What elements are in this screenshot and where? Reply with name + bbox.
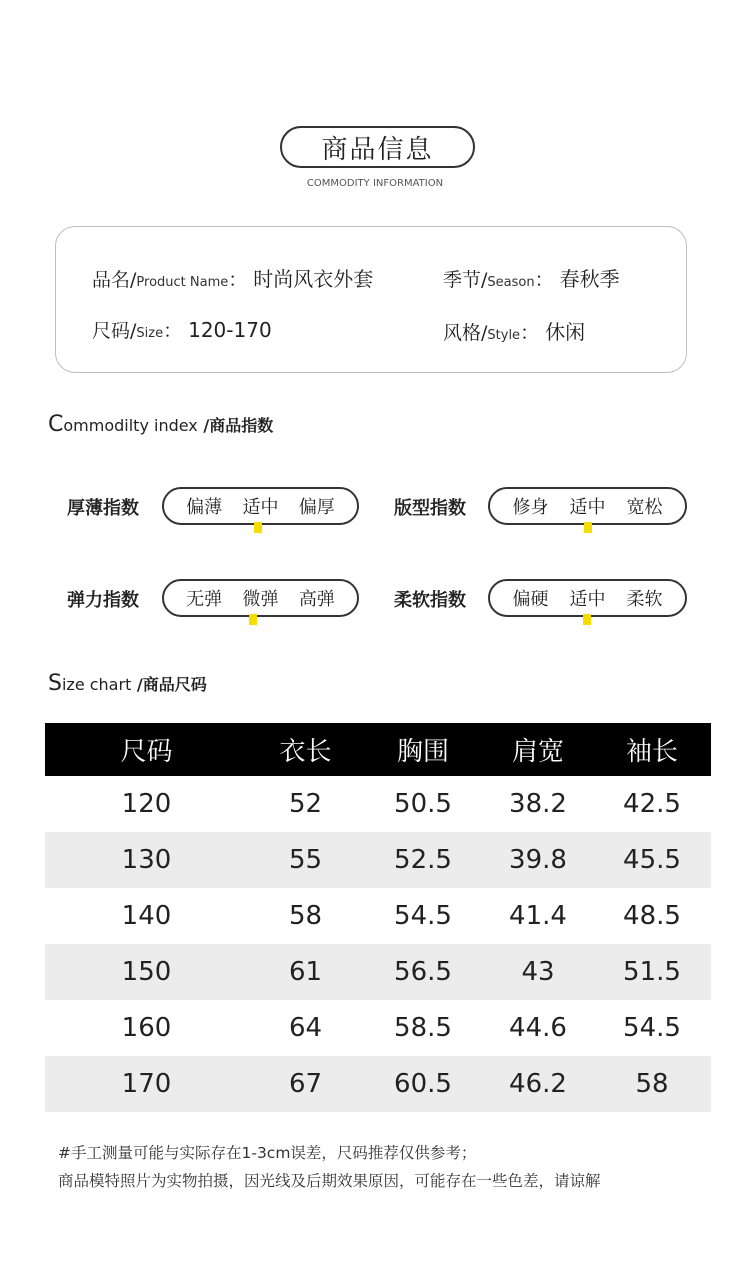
index-option: 修身	[512, 497, 549, 518]
index-option-selected: 适中	[569, 497, 606, 518]
table-row	[45, 944, 711, 1000]
table-header-cell: 肩宽	[511, 737, 564, 767]
table-row	[45, 776, 711, 832]
index-option: 无弹	[186, 589, 223, 610]
index-option: 柔软	[626, 589, 663, 610]
note-color-difference: 商品模特照片为实物拍摄，因光线及后期效果原因，可能存在一些色差，请谅解	[58, 1172, 601, 1190]
size-chart-heading	[48, 671, 207, 696]
table-cell: 64	[288, 1013, 323, 1043]
table-cell: 60.5	[394, 1069, 452, 1099]
index-pill-fit	[488, 487, 687, 525]
table-cell: 140	[121, 901, 172, 931]
index-option: 偏硬	[512, 589, 549, 610]
table-cell: 58	[635, 1069, 669, 1099]
info-label-en: Style	[487, 328, 521, 343]
table-cell: 52	[288, 789, 323, 819]
index-option: 高弹	[298, 589, 335, 610]
info-value: 休闲	[545, 320, 586, 344]
index-pill-softness	[488, 579, 687, 617]
table-cell: 41.4	[509, 901, 567, 931]
info-sep: ：	[228, 269, 248, 291]
info-style	[443, 316, 585, 345]
table-cell: 45.5	[623, 845, 681, 875]
table-cell: 54.5	[394, 901, 452, 931]
info-product-name	[92, 263, 373, 292]
note-measurement: #手工测量可能与实际存在1-3cm误差，尺码推荐仅供参考；	[58, 1144, 477, 1162]
info-label-zh: 季节/	[443, 269, 488, 291]
table-cell: 42.5	[623, 789, 681, 819]
info-value: 春秋季	[559, 267, 620, 291]
size-table	[45, 723, 711, 1112]
index-option: 宽松	[626, 497, 663, 518]
index-marker	[254, 522, 262, 533]
page-subtitle: COMMODITY INFORMATION	[306, 178, 444, 189]
table-cell: 51.5	[623, 957, 681, 987]
commodity-index-heading	[48, 412, 273, 437]
table-cell: 67	[288, 1069, 323, 1099]
heading-zh: /商品尺码	[131, 675, 207, 694]
heading-initial: C	[48, 412, 64, 437]
index-option-selected: 适中	[569, 589, 606, 610]
table-cell: 54.5	[623, 1013, 681, 1043]
table-cell: 43	[521, 957, 555, 987]
table-row	[45, 1056, 711, 1112]
table-cell: 38.2	[509, 789, 567, 819]
table-cell: 50.5	[394, 789, 452, 819]
product-info-box	[55, 226, 687, 373]
info-size	[92, 316, 272, 343]
table-header-row	[45, 723, 711, 776]
table-header-cell: 袖长	[625, 737, 678, 767]
info-value: 时尚风衣外套	[253, 267, 374, 291]
section-title-pill	[280, 126, 475, 168]
table-cell: 120	[121, 789, 172, 819]
index-label-softness: 柔软指数	[394, 590, 466, 611]
heading-en: ize chart	[61, 675, 132, 694]
table-header-cell: 胸围	[396, 737, 449, 767]
index-label-fit: 版型指数	[394, 498, 466, 519]
index-option-selected: 适中	[242, 497, 279, 518]
index-option-selected: 微弹	[242, 589, 279, 610]
index-marker	[583, 614, 591, 625]
index-option: 偏薄	[186, 497, 223, 518]
info-season	[443, 263, 620, 292]
info-value: 120-170	[188, 318, 272, 342]
table-header-cell: 尺码	[120, 737, 173, 767]
page-title: 商品信息	[321, 134, 434, 165]
table-cell: 55	[288, 845, 323, 875]
index-label-elasticity: 弹力指数	[67, 590, 139, 611]
table-cell: 56.5	[394, 957, 452, 987]
info-label-en: Product Name	[136, 275, 229, 290]
table-cell: 58	[288, 901, 323, 931]
info-label-en: Size	[136, 326, 164, 341]
table-cell: 130	[121, 845, 172, 875]
table-cell: 170	[121, 1069, 172, 1099]
heading-initial: S	[48, 671, 62, 696]
table-cell: 48.5	[623, 901, 681, 931]
table-cell: 39.8	[509, 845, 567, 875]
table-cell: 44.6	[509, 1013, 567, 1043]
table-cell: 58.5	[394, 1013, 452, 1043]
index-pill-thickness	[162, 487, 359, 525]
index-option: 偏厚	[298, 497, 335, 518]
index-marker	[249, 614, 257, 625]
table-row	[45, 888, 711, 944]
table-header-cell: 衣长	[279, 737, 332, 767]
info-label-zh: 风格/	[443, 322, 488, 344]
table-cell: 52.5	[394, 845, 452, 875]
table-row	[45, 832, 711, 888]
heading-en: ommodilty index	[63, 416, 198, 435]
info-sep: ：	[520, 322, 540, 344]
index-marker	[584, 522, 592, 533]
table-cell: 61	[288, 957, 323, 987]
info-label-zh: 品名/	[92, 269, 137, 291]
info-sep: ：	[163, 320, 183, 342]
index-label-thickness: 厚薄指数	[67, 498, 139, 519]
table-row	[45, 1000, 711, 1056]
info-sep: ：	[534, 269, 554, 291]
table-cell: 150	[121, 957, 172, 987]
table-cell: 46.2	[509, 1069, 567, 1099]
index-pill-elasticity	[162, 579, 359, 617]
info-label-zh: 尺码/	[92, 320, 137, 342]
info-label-en: Season	[487, 275, 535, 290]
table-cell: 160	[121, 1013, 172, 1043]
heading-zh: /商品指数	[197, 416, 274, 435]
